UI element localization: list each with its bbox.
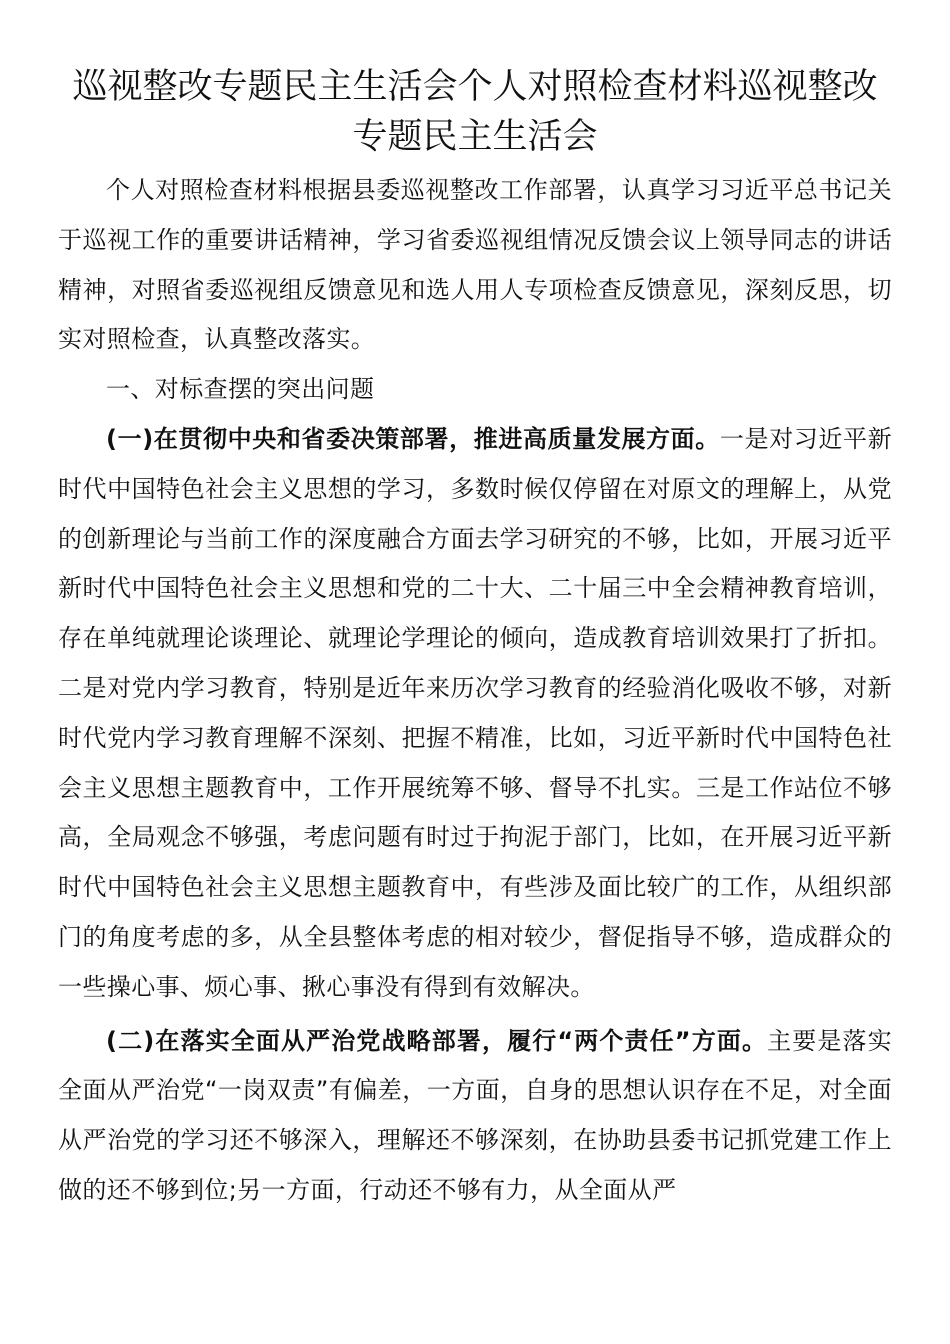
item-2-paragraph (58, 1017, 892, 1216)
item-2-body: 主要是落实全面从严治党“一岗双责”有偏差，一方面，自身的思想认识存在不足，对全面从严治党的学习还不够深入，理解还不够深刻，在协助县委书记抓党建工作上做的还不够到位;另一方面，行动还不够有力，从全面从严 (58, 1026, 893, 1204)
item-1-lead: (一)在贯彻中央和省委决策部署，推进高质量发展方面。 (106, 424, 720, 453)
item-2-lead: (二)在落实全面从严治党战略部署，履行“两个责任”方面。 (106, 1026, 768, 1055)
item-1-body: 一是对习近平新时代中国特色社会主义思想的学习，多数时候仅停留在对原文的理解上，从党的创新理论与当前工作的深度融合方面去学习研究的不够，比如，开展习近平新时代中国特色社会主义思想和党的二十大、二十届三中全会精神教育培训，存在单纯就理论谈理论、就理论学理论的倾向，造成教育培训效果打了折扣。二是对党内学习教育，特别是近年来历次学习教育的经验消化吸收不够，对新时代党内学习教育理解不深刻、把握不精准，比如，习近平新时代中国特色社会主义思想主题教育中，工作开展统筹不够、督导不扎实。三是工作站位不够高，全局观念不够强，考虑问题有时过于拘泥于部门，比如，在开展习近平新时代中国特色社会主义思想主题教育中，有些涉及面比较广的工作，从组织部门的角度考虑的多，从全县整体考虑的相对较少，督促指导不够，造成群众的一些操心事、烦心事、揪心事没有得到有效解决。 (58, 424, 892, 1001)
section-heading: 一、对标查摆的突出问题 (106, 375, 375, 404)
item-1-paragraph (58, 415, 892, 1013)
document-title: 巡视整改专题民主生活会个人对照检查材料巡视整改专题民主生活会 (72, 67, 878, 157)
intro-paragraph: 个人对照检查材料根据县委巡视整改工作部署，认真学习习近平总书记关于巡视工作的重要讲话精神，学习省委巡视组情况反馈会议上领导同志的讲话精神，对照省委巡视组反馈意见和选人用人专项检查反馈意见，深刻反思，切实对照检查，认真整改落实。 (58, 176, 892, 354)
document-page (58, 62, 892, 1216)
